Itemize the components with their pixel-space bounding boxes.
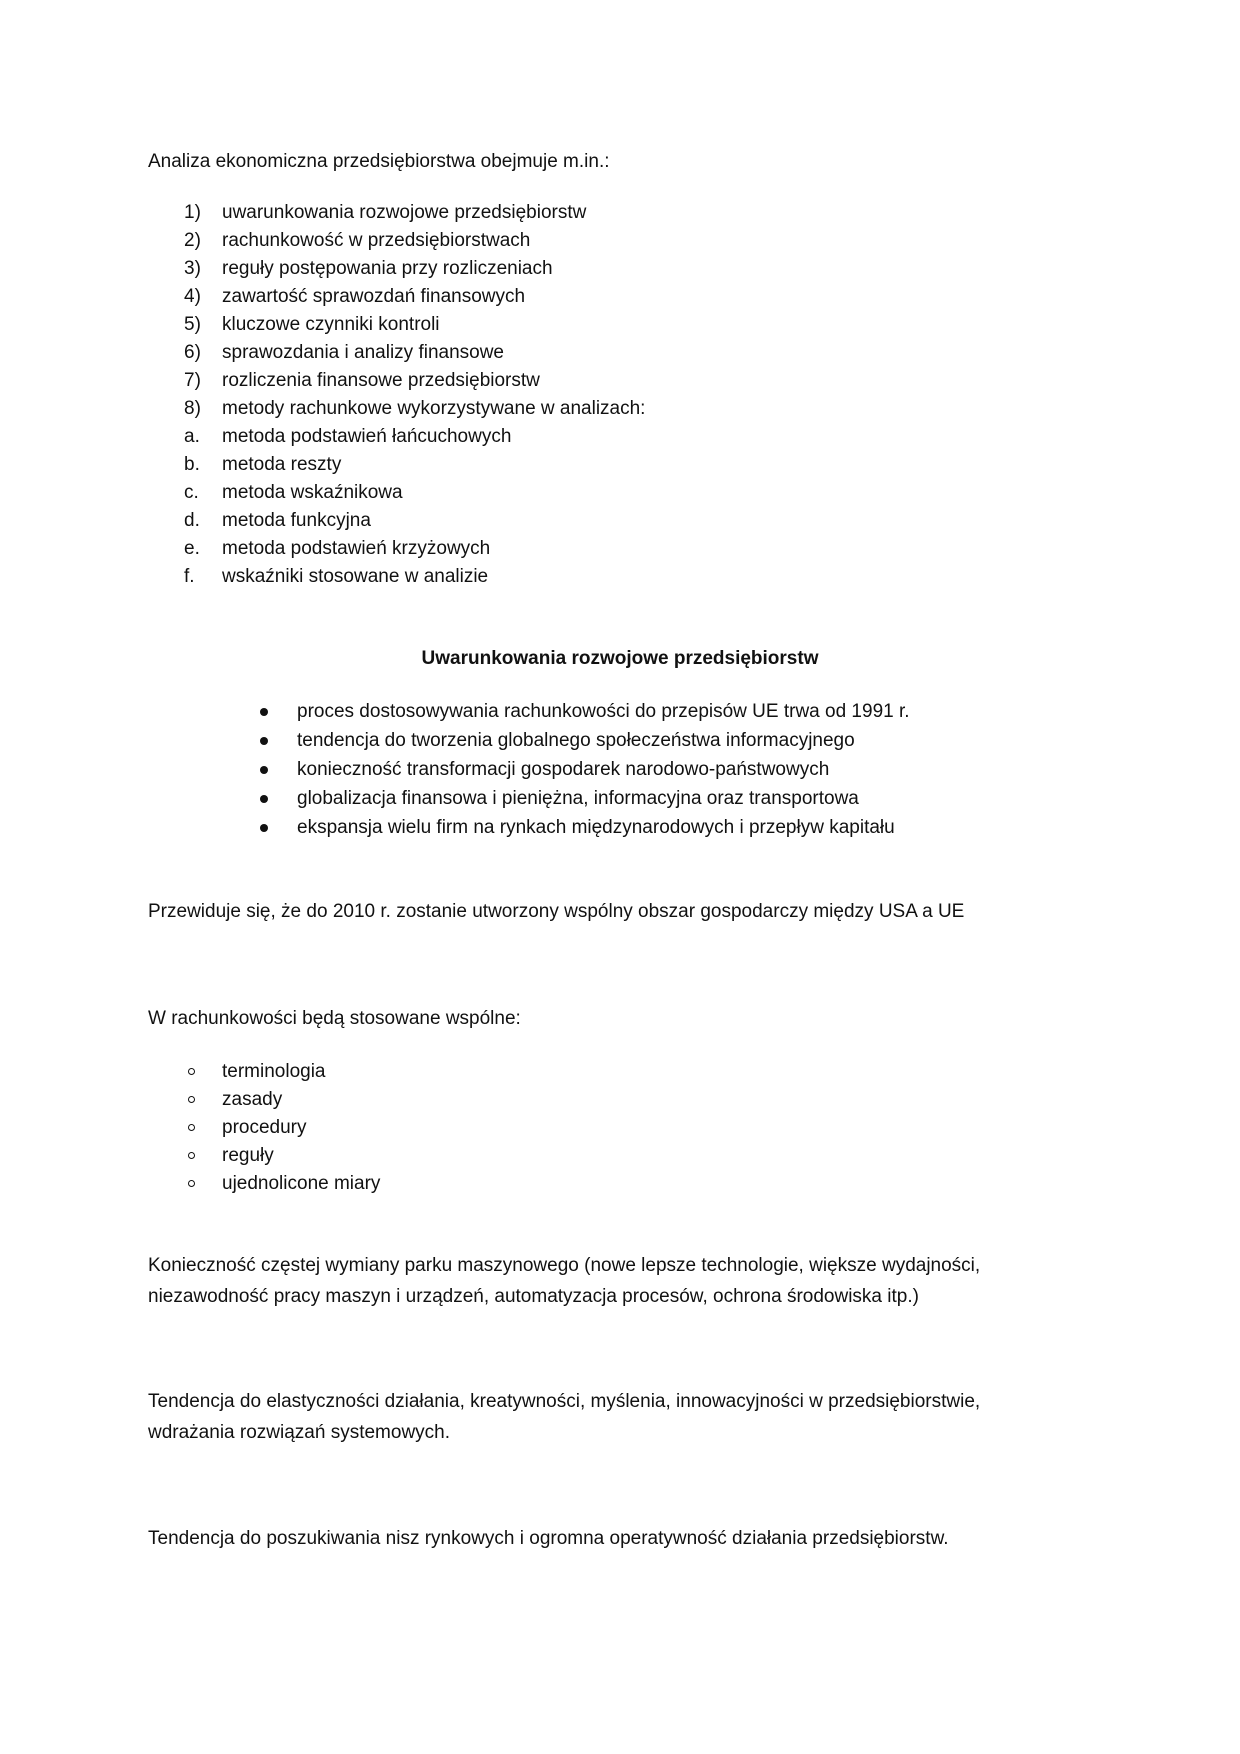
list-item-text: wskaźniki stosowane w analizie — [222, 566, 489, 587]
list-item-text: zasady — [222, 1089, 283, 1110]
list-marker: f. — [184, 566, 195, 587]
section-heading: Uwarunkowania rozwojowe przedsiębiorstw — [421, 648, 819, 669]
circle-bullet-icon — [188, 1068, 195, 1075]
paragraph-line: wdrażania rozwiązań systemowych. — [148, 1422, 451, 1443]
list-item-text: metoda wskaźnikowa — [222, 482, 403, 503]
list-item-text: ujednolicone miary — [222, 1173, 381, 1194]
prediction-text: Przewiduje się, że do 2010 r. zostanie utworzony wspólny obszar gospodarczy między USA a UE — [148, 901, 965, 922]
list-item-text: zawartość sprawozdań finansowych — [222, 286, 526, 307]
list-marker: a. — [184, 426, 200, 447]
list-item-text: metoda podstawień krzyżowych — [222, 538, 491, 559]
list-marker: 7) — [184, 370, 201, 391]
list-item-text: tendencja do tworzenia globalnego społeczeństwa informacyjnego — [297, 730, 855, 751]
list-marker: 8) — [184, 398, 201, 419]
list-item-text: konieczność transformacji gospodarek narodowo-państwowych — [297, 759, 830, 780]
list-marker: 4) — [184, 286, 201, 307]
list-marker: b. — [184, 454, 200, 475]
list-marker: d. — [184, 510, 200, 531]
list-item-text: kluczowe czynniki kontroli — [222, 314, 440, 335]
list-item-text: reguły postępowania przy rozliczeniach — [222, 258, 553, 279]
intro-text: Analiza ekonomiczna przedsiębiorstwa obejmuje m.in.: — [148, 151, 610, 172]
list-item-text: rozliczenia finansowe przedsiębiorstw — [222, 370, 540, 391]
bullet-icon — [260, 737, 268, 745]
list-item-text: sprawozdania i analizy finansowe — [222, 342, 504, 363]
list-marker: c. — [184, 482, 199, 503]
bullet-icon — [260, 795, 268, 803]
list-item-text: terminologia — [222, 1061, 326, 1082]
list-marker: 5) — [184, 314, 201, 335]
common-intro-text: W rachunkowości będą stosowane wspólne: — [148, 1008, 521, 1029]
list-item-text: ekspansja wielu firm na rynkach międzynarodowych i przepływ kapitału — [297, 817, 895, 838]
bullet-icon — [260, 708, 268, 716]
list-item-text: procedury — [222, 1117, 307, 1138]
list-item-text: metoda podstawień łańcuchowych — [222, 426, 512, 447]
paragraph-line: Tendencja do elastyczności działania, kreatywności, myślenia, innowacyjności w przedsiębiorstwie, — [148, 1391, 981, 1412]
paragraph-line: Konieczność częstej wymiany parku maszynowego (nowe lepsze technologie, większe wydajności, — [148, 1255, 981, 1276]
list-marker: 2) — [184, 230, 201, 251]
circle-bullet-icon — [188, 1124, 195, 1131]
list-marker: e. — [184, 538, 200, 559]
list-item-text: metoda reszty — [222, 454, 342, 475]
paragraph-line: Tendencja do poszukiwania nisz rynkowych i ogromna operatywność działania przedsiębiorstw. — [148, 1528, 949, 1549]
list-item-text: metody rachunkowe wykorzystywane w analizach: — [222, 398, 646, 419]
paragraph-line: niezawodność pracy maszyn i urządzeń, automatyzacja procesów, ochrona środowiska itp.) — [148, 1286, 919, 1307]
circle-bullet-icon — [188, 1096, 195, 1103]
circle-bullet-icon — [188, 1180, 195, 1187]
list-item-text: metoda funkcyjna — [222, 510, 371, 531]
list-marker: 6) — [184, 342, 201, 363]
list-item-text: uwarunkowania rozwojowe przedsiębiorstw — [222, 202, 587, 223]
list-item-text: rachunkowość w przedsiębiorstwach — [222, 230, 531, 251]
bullet-icon — [260, 766, 268, 774]
circle-bullet-icon — [188, 1152, 195, 1159]
list-item-text: proces dostosowywania rachunkowości do przepisów UE trwa od 1991 r. — [297, 701, 910, 722]
list-marker: 1) — [184, 202, 201, 223]
list-item-text: reguły — [222, 1145, 274, 1166]
list-item-text: globalizacja finansowa i pieniężna, informacyjna oraz transportowa — [297, 788, 859, 809]
list-marker: 3) — [184, 258, 201, 279]
bullet-icon — [260, 824, 268, 832]
